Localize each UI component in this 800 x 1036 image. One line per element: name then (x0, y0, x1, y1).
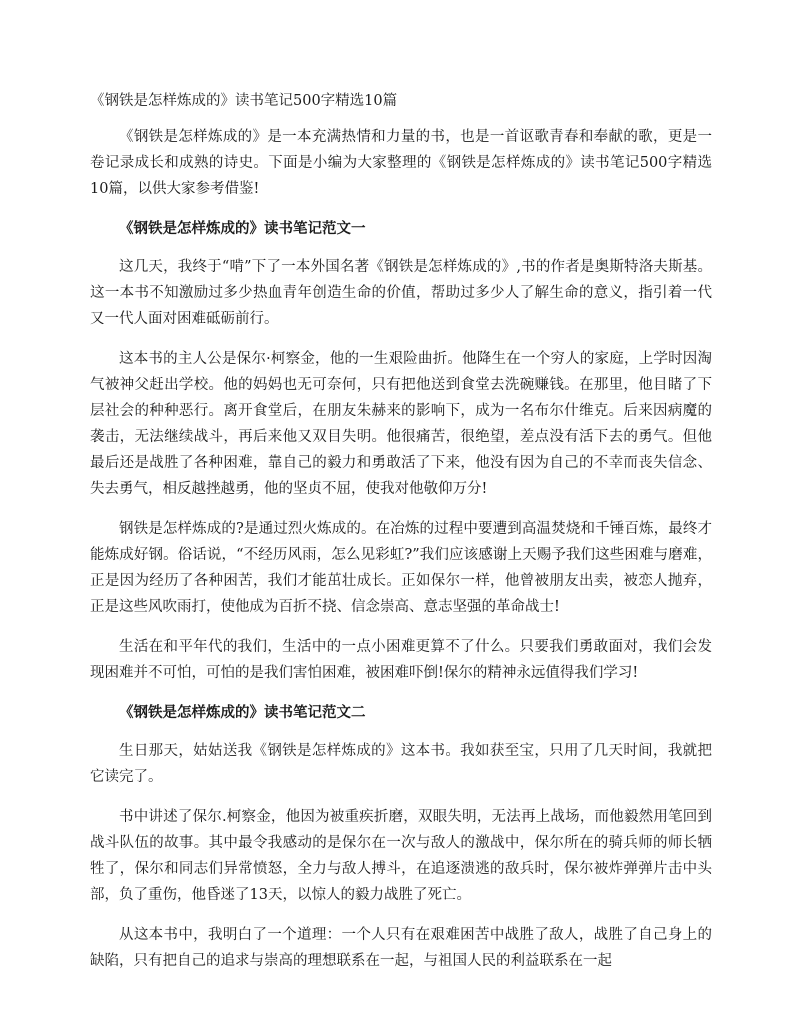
paragraph: 生日那天，姑姑送我《钢铁是怎样炼成的》这本书。我如获至宝，只用了几天时间，我就把它读完了。 (90, 743, 712, 785)
paragraph: 从这本书中，我明白了一个道理：一个人只有在艰难困苦中战胜了敌人，战胜了自己身上的缺陷，只有把自己的追求与崇高的理想联系在一起，与祖国人民的利益联系在一起 (90, 927, 712, 969)
document-page (90, 88, 712, 988)
section-heading-1: 《钢铁是怎样炼成的》读书笔记范文一 (119, 220, 366, 237)
paragraph: 生活在和平年代的我们，生活中的一点小困难更算不了什么。只要我们勇敢面对，我们会发现困难并不可怕，可怕的是我们害怕困难，被困难吓倒!保尔的精神永远值得我们学习! (90, 639, 712, 681)
paragraph: 钢铁是怎样炼成的?是通过烈火炼成的。在冶炼的过程中要遭到高温焚烧和千锤百炼，最终才能炼成好钢。俗话说，“不经历风雨，怎么见彩虹?”我们应该感谢上天赐予我们这些困难与磨难，正是因为经历了各种困苦，我们才能茁壮成长。正如保尔一样，他曾被朋友出卖，被恋人抛弃，正是这些风吹雨打，使他成为百折不挠、信念崇高、意志坚强的革命战士! (90, 521, 712, 615)
paragraph: 书中讲述了保尔.柯察金，他因为被重疾折磨，双眼失明，无法再上战场，而他毅然用笔回到战斗队伍的故事。其中最令我感动的是保尔在一次与敌人的激战中，保尔所在的骑兵师的师长牺牲了，保尔和同志们异常愤怒，全力与敌人搏斗，在追逐溃逃的敌兵时，保尔被炸弹弹片击中头部，负了重伤，他昏迷了13天，以惊人的毅力战胜了死亡。 (90, 809, 712, 903)
section-heading-2: 《钢铁是怎样炼成的》读书笔记范文二 (119, 704, 366, 721)
paragraph: 这本书的主人公是保尔·柯察金，他的一生艰险曲折。他降生在一个穷人的家庭，上学时因淘气被神父赶出学校。他的妈妈也无可奈何，只有把他送到食堂去洗碗赚钱。在那里，他目睹了下层社会的种种恶行。离开食堂后，在朋友朱赫来的影响下，成为一名布尔什维克。后来因病魔的袭击，无法继续战斗，再后来他又双目失明。他很痛苦，很绝望，差点没有活下去的勇气。但他最后还是战胜了各种困难，靠自己的毅力和勇敢活了下来，他没有因为自己的不幸而丧失信念、失去勇气，相反越挫越勇，他的坚贞不屈，使我对他敬仰万分! (90, 351, 712, 497)
document-title: 《钢铁是怎样炼成的》读书笔记500字精选10篇 (90, 93, 398, 109)
paragraph: 这几天，我终于“啃”下了一本外国名著《钢铁是怎样炼成的》,书的作者是奥斯特洛夫斯基。这一本书不知激励过多少热血青年创造生命的价值，帮助过多少人了解生命的意义，指引着一代又一代人面对困难砥砺前行。 (90, 259, 712, 327)
intro-paragraph: 《钢铁是怎样炼成的》是一本充满热情和力量的书，也是一首讴歌青春和奉献的歌，更是一卷记录成长和成熟的诗史。下面是小编为大家整理的《钢铁是怎样炼成的》读书笔记500字精选10篇，以供大家参考借鉴! (90, 129, 712, 197)
